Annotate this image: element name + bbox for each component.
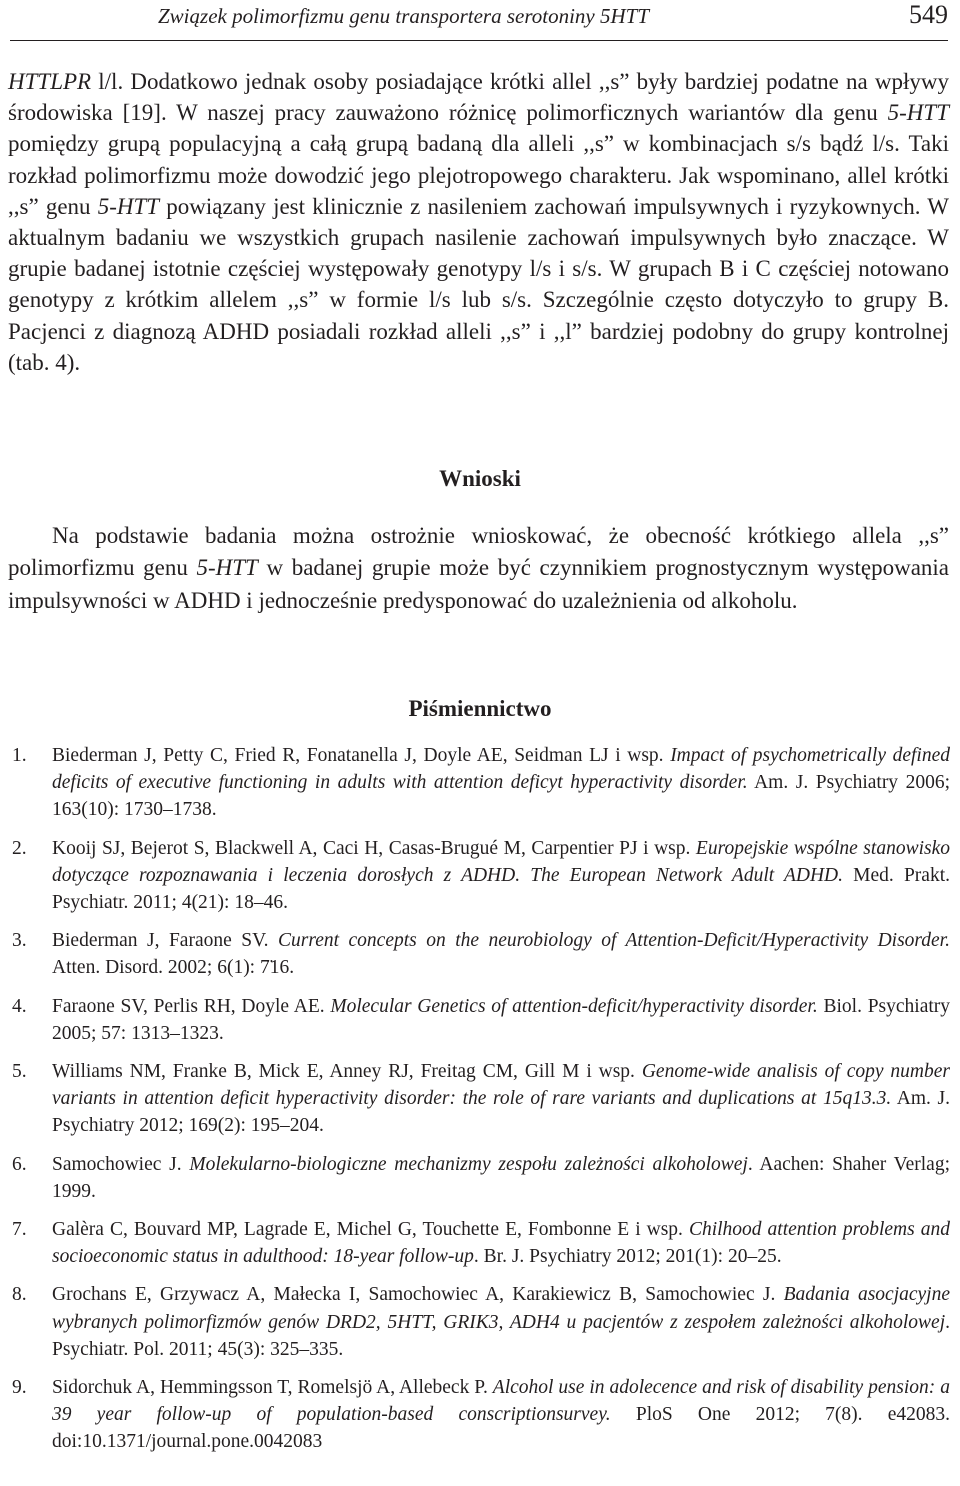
reference-source: Atten. Disord. 2002; 6(1): 7̈16.: [52, 957, 295, 979]
reference-title: Alcohol use in adolecence and risk of disability pension: a 39 year follow-up of population-based conscriptionsurvey.: [52, 1377, 950, 1426]
running-title: Związek polimorfizmu genu transportera serotoniny 5HTT: [158, 4, 649, 28]
conclusions-paragraph: [8, 520, 949, 617]
reference-authors: Williams NM, Franke B, Mick E, Anney RJ, Freitag CM, Gill M i wsp.: [52, 1061, 642, 1083]
reference-title: Current concepts on the neurobiology of Attention-Deficit/Hyperactivity Disorder.: [278, 930, 950, 952]
text-run: 5-HTT: [887, 100, 949, 126]
reference-authors: Kooij SJ, Bejerot S, Blackwell A, Caci H, Casas-Brugué M, Carpentier PJ i wsp.: [52, 837, 696, 859]
reference-item: [0, 1281, 950, 1363]
reference-title: Molecular Genetics of attention-deficit/hyperactivity disorder.: [330, 995, 818, 1017]
text-run: 5-HTT: [97, 193, 160, 219]
reference-title: Chilhood attention problems and socioeconomic status in adulthood: 18-year follow-up: [52, 1219, 950, 1268]
text-run: 5-HTT: [196, 555, 258, 581]
reference-authors: Biederman J, Faraone SV.: [52, 930, 279, 952]
reference-source: PloS One 2012; 7(8). e42083. doi:10.1371/journal.pone.0042083: [52, 1404, 950, 1453]
reference-authors: Galèra C, Bouvard MP, Lagrade E, Michel G, Touchette E, Fombonne E i wsp.: [52, 1219, 689, 1241]
reference-authors: Sidorchuk A, Hemmingsson T, Romelsjö A, Allebeck P.: [52, 1377, 493, 1399]
conclusions-heading: Wnioski: [439, 466, 521, 491]
reference-item: [0, 1151, 950, 1205]
reference-source: Med. Prakt. Psychiatr. 2011; 4(21): 18–46.: [52, 864, 951, 914]
running-header: [10, 0, 948, 41]
reference-item: [0, 835, 950, 917]
reference-number: 8.: [12, 1284, 27, 1306]
reference-authors: Grochans E, Grzywacz A, Małecka I, Samochowiec A, Karakiewicz B, Samochowiec J.: [52, 1284, 784, 1306]
reference-item: [0, 993, 950, 1047]
reference-number: 3.: [12, 930, 27, 952]
reference-item: [0, 1058, 950, 1140]
text-run: HTTLPR: [8, 69, 92, 94]
reference-source: Am. J. Psychiatry 2012; 169(2): 195–204.: [52, 1088, 951, 1137]
reference-title: Europejskie wspólne stanowisko dotyczące rozpoznawania i leczenia dorosłych z ADHD. The European Network Adult ADHD.: [52, 837, 950, 886]
reference-title: Badania asocjacyjne wybranych polimorfizmów genów DRD2, 5HTT, GRIK3, ADH4 u pacjentów z zespołem zależności alkoholowej: [52, 1284, 950, 1333]
reference-item: [0, 1216, 950, 1270]
reference-title: Impact of psychometrically defined deficits of executive functioning in adults with attention deficyt hyperactivity disorder.: [52, 745, 950, 794]
reference-number: 2.: [12, 837, 27, 859]
reference-item: [0, 1374, 950, 1456]
text-run: l/l. Dodatkowo jednak osoby posiadające krótki allel ,,s” były bardziej podatne na wpływy środowiska [19]. W naszej pracy zauważono różnicę polimorficznych wariantów dla genu: [8, 69, 949, 126]
reference-number: 4.: [12, 995, 27, 1017]
text-run: powiązany jest klinicznie z nasileniem zachowań impulsywnych i ryzykownych. W aktualnym badaniu we wszystkich grupach nasilenie zachowań impulsywnych było znaczące. W grupie badanej istotnie częściej występowały genotypy l/s i s/s. W grupach B i C częściej notowano genotypy z krótkim allelem ,,s” w formie l/s lub s/s. Szczególnie często dotyczyło to grupy B. Pacjenci z diagnozą ADHD posiadali rozkład alleli ,,s” i ,,l” bardziej podobny do grupy kontrolnej (tab. 4).: [8, 193, 949, 375]
reference-item: [0, 742, 950, 824]
reference-source: Biol. Psychiatry 2005; 57: 1313–1323.: [52, 995, 951, 1044]
text-run: Na podstawie badania można ostrożnie wnioskować, że obecność krótkiego allela ,,s” polimorfizmu genu: [8, 523, 949, 581]
reference-source: . Psychiatr. Pol. 2011; 45(3): 325–335.: [52, 1311, 950, 1360]
reference-authors: Biederman J, Petty C, Fried R, Fonatanella J, Doyle AE, Seidman LJ i wsp.: [52, 745, 671, 766]
reference-source: Am. J. Psychiatry 2006; 163(10): 1730–1738.: [52, 772, 950, 821]
conclusions-paragraph-text: [8, 520, 949, 617]
reference-number: 5.: [12, 1061, 27, 1083]
reference-source: . Br. J. Psychiatry 2012; 201(1): 20–25.: [473, 1246, 782, 1268]
reference-list: [0, 742, 960, 1467]
reference-number: 7.: [12, 1219, 27, 1241]
text-run: w badanej grupie może być czynnikiem prognostycznym występowania impulsywności w ADHD i jednocześnie predysponować do uzależnienia od alkoholu.: [8, 555, 950, 613]
page-number: 549: [909, 0, 948, 29]
results-paragraph-text: [8, 66, 949, 378]
results-paragraph: [8, 66, 949, 378]
reference-source: . Aachen: Shaher Verlag; 1999.: [52, 1153, 950, 1202]
references-heading: Piśmiennictwo: [408, 696, 552, 721]
reference-title: Molekularno-biologiczne mechanizmy zespołu zależności alkoholowej: [189, 1153, 748, 1175]
reference-title: Genome-wide analisis of copy number variants in attention deficit hyperactivity disorder: the role of rare variants and duplications at 15q13.3.: [52, 1061, 950, 1110]
reference-authors: Faraone SV, Perlis RH, Doyle AE.: [52, 995, 331, 1017]
reference-authors: Samochowiec J.: [52, 1153, 190, 1175]
reference-item: [0, 927, 950, 981]
text-run: pomiędzy grupą populacyjną a całą grupą badaną dla alleli ,,s” w kombinacjach s/s bądź l/s. Taki rozkład polimorfizmu może dowodzić jego plejotropowego charakteru. Jak wspominano, allel krótki ,,s” genu: [8, 131, 949, 219]
reference-number: 1.: [12, 745, 27, 766]
reference-number: 6.: [12, 1153, 27, 1175]
reference-number: 9.: [12, 1377, 27, 1399]
